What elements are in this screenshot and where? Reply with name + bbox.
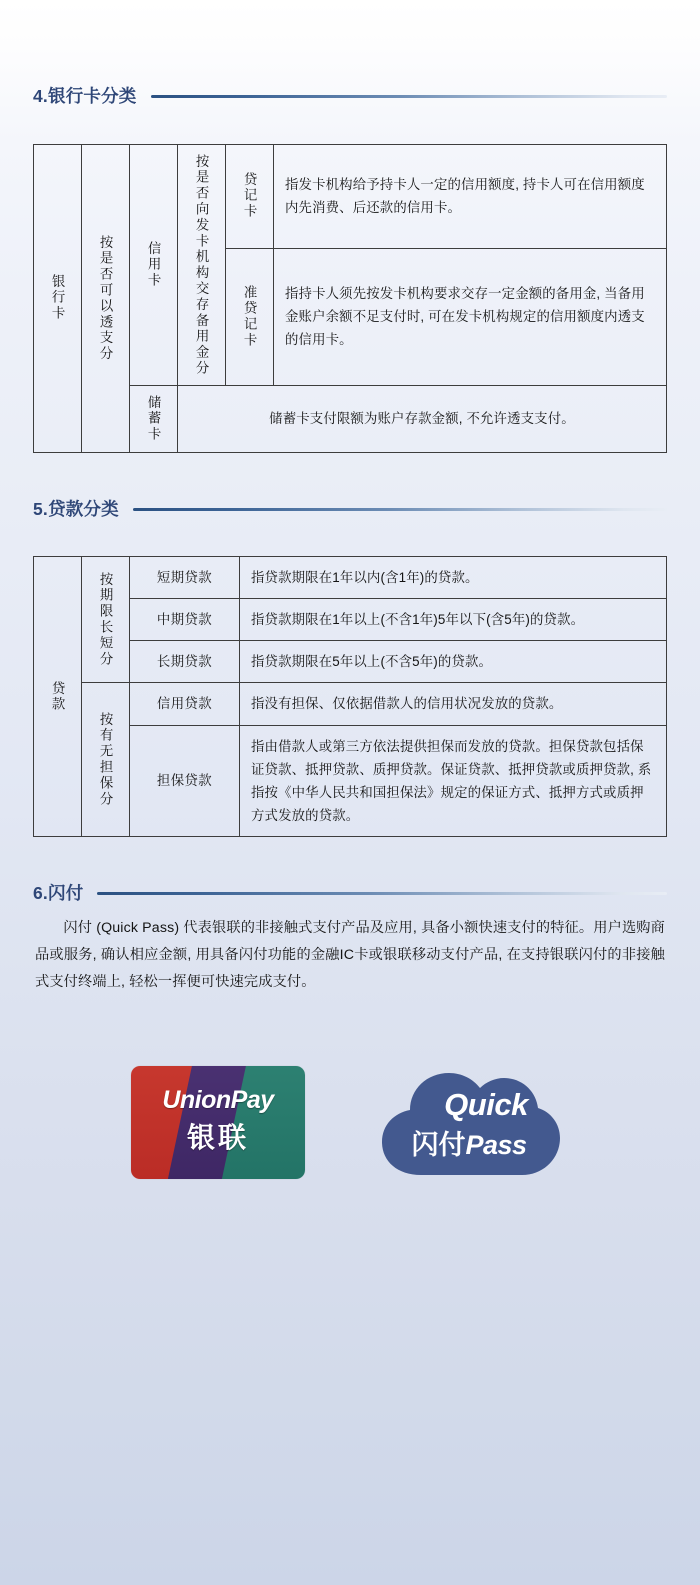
quickpass-logo xyxy=(369,1057,569,1187)
section-heading-bankcard-text: 4.银行卡分类 xyxy=(33,86,137,106)
section-heading-quickpass xyxy=(33,882,667,903)
cell-criterion-overdraft: 按是否可以透支分 xyxy=(82,144,130,452)
cell-desc-credit: 指发卡机构给予持卡人一定的信用额度, 持卡人可在信用额度内先消费、后还款的信用卡。 xyxy=(274,144,667,248)
section-divider-line xyxy=(97,892,667,895)
cell-desc-medium-loan: 指贷款期限在1年以上(不含1年)5年以下(含5年)的贷款。 xyxy=(240,599,667,641)
cell-desc-guaranteed-loan: 指由借款人或第三方依法提供担保而发放的贷款。担保贷款包括保证贷款、抵押贷款、质押贷款。保证贷款、抵押贷款或质押贷款, 系指按《中华人民共和国担保法》规定的保证方式、抵押方式或质押方式发放的贷款。 xyxy=(240,725,667,836)
section-heading-loan xyxy=(33,498,667,519)
unionpay-wordmark: UnionPay xyxy=(162,1085,274,1114)
cell-loan-type-short: 短期贷款 xyxy=(130,557,240,599)
cell-root-bankcard: 银行卡 xyxy=(34,144,82,452)
bank-card-classification-table xyxy=(33,144,667,453)
cell-desc-short-loan: 指贷款期限在1年以内(含1年)的贷款。 xyxy=(240,557,667,599)
unionpay-chinese-wordmark: 银联 xyxy=(186,1121,249,1153)
unionpay-logo xyxy=(131,1066,305,1179)
cell-loan-type-credit: 信用贷款 xyxy=(130,683,240,725)
cell-criterion-reserve: 按是否向发卡机构交存备用金分 xyxy=(178,144,226,386)
cell-debit-card: 储蓄卡 xyxy=(130,386,178,453)
cell-credit-card: 信用卡 xyxy=(130,144,178,386)
quickpass-paragraph: 闪付 (Quick Pass) 代表银联的非接触式支付产品及应用, 具备小额快速支付的特征。用户选购商品或服务, 确认相应金额, 用具备闪付功能的金融IC卡或银联移动支付产品, 在支持银联闪付的非接触式支付终端上, 轻松一挥便可快速完成支付。 xyxy=(35,920,665,990)
cell-loan-type-medium: 中期贷款 xyxy=(130,599,240,641)
cell-loan-type-long: 长期贷款 xyxy=(130,641,240,683)
quickpass-pass: Pass xyxy=(465,1130,527,1161)
cell-desc-quasi-credit: 指持卡人须先按发卡机构要求交存一定金额的备用金, 当备用金账户余额不足支付时, 可在发卡机构规定的信用额度内透支的信用卡。 xyxy=(274,248,667,386)
loan-classification-table xyxy=(33,556,667,836)
section-divider-line xyxy=(151,95,668,98)
cell-criterion-guarantee: 按有无担保分 xyxy=(82,683,130,836)
quickpass-line2 xyxy=(369,1123,569,1162)
cell-desc-debit: 储蓄卡支付限额为账户存款金额, 不允许透支支付。 xyxy=(178,386,667,453)
table-row xyxy=(34,144,667,248)
table-row xyxy=(34,557,667,599)
cell-desc-long-loan: 指贷款期限在5年以上(不含5年)的贷款。 xyxy=(240,641,667,683)
cell-loan-type-guaranteed: 担保贷款 xyxy=(130,725,240,836)
quickpass-cn: 闪付 xyxy=(411,1130,466,1161)
logo-row xyxy=(33,1057,667,1187)
cell-card-type-credit: 贷记卡 xyxy=(226,144,274,248)
quickpass-line1: Quick xyxy=(444,1087,528,1123)
cell-criterion-term: 按期限长短分 xyxy=(82,557,130,683)
table-row xyxy=(34,683,667,725)
cell-root-loan: 贷款 xyxy=(34,557,82,836)
section-heading-loan-text: 5.贷款分类 xyxy=(33,498,119,519)
section-heading-quickpass-text: 6.闪付 xyxy=(33,882,84,903)
cell-desc-credit-loan: 指没有担保、仅依据借款人的信用状况发放的贷款。 xyxy=(240,683,667,725)
section-heading-bankcard xyxy=(33,88,667,106)
cell-card-type-quasi-credit: 准贷记卡 xyxy=(226,248,274,386)
section-divider-line xyxy=(133,508,667,511)
